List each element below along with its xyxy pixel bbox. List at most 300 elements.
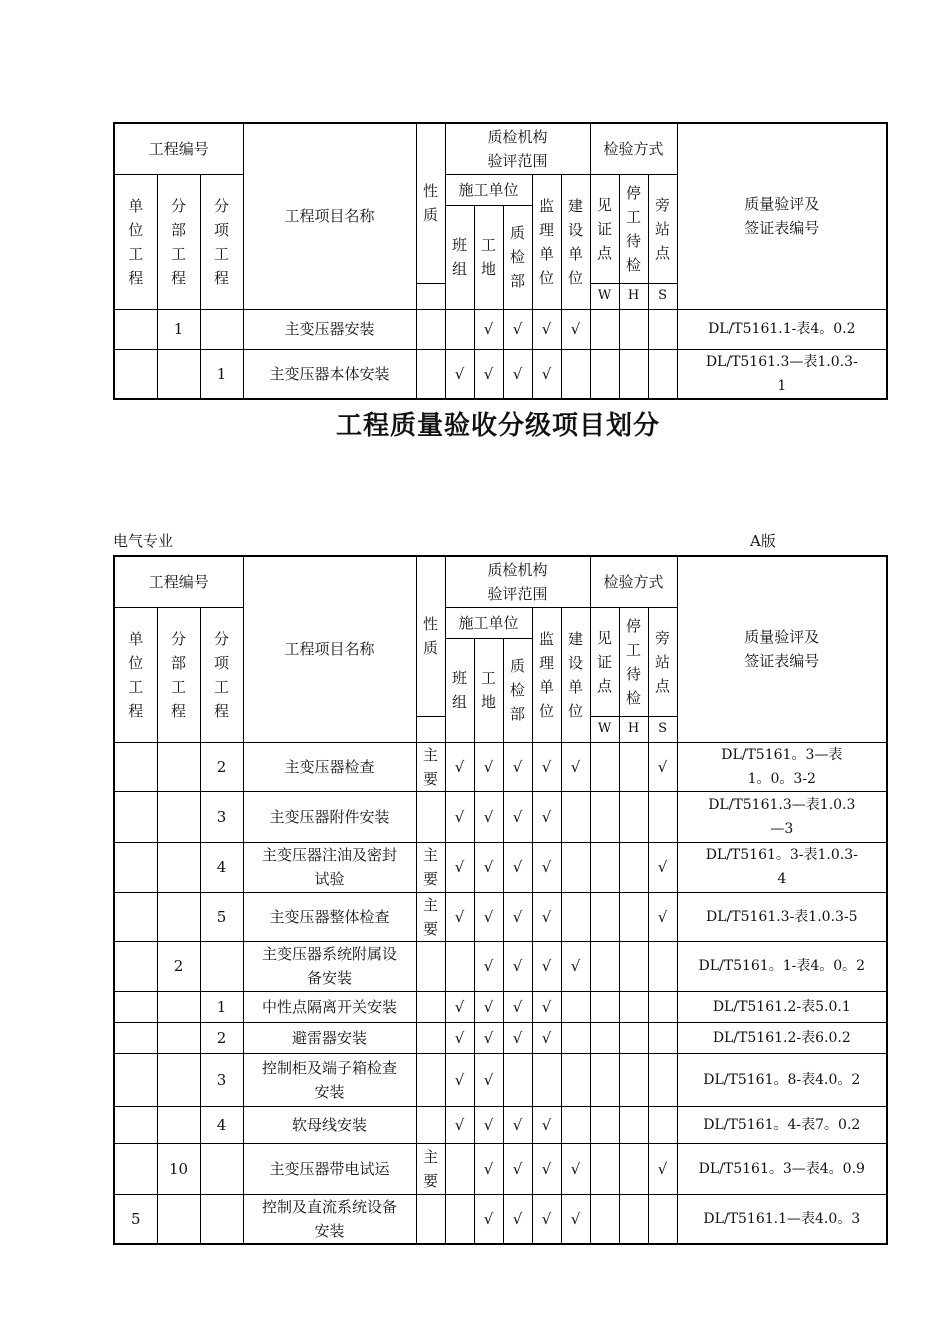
header-char: 建 (568, 196, 584, 215)
site-check: √ (474, 842, 503, 892)
team-check: √ (445, 742, 474, 791)
header-blank (416, 716, 445, 742)
header-char: 监 (539, 629, 555, 648)
header-char: 证 (597, 219, 613, 238)
item-name-cell-line: 主变压器整体检查 (269, 907, 390, 926)
header-char: 工 (481, 669, 497, 687)
table-row (114, 991, 887, 1022)
nature-cell (416, 791, 445, 842)
item-name-cell (243, 991, 416, 1022)
table-row (114, 1194, 887, 1244)
nature-cell-line: 要 (423, 769, 439, 788)
standby-check: √ (648, 1143, 677, 1194)
subdivision-project-cell (157, 742, 200, 791)
page-title: 工程质量验收分级项目划分 (335, 411, 660, 441)
header-char: 工 (481, 236, 497, 254)
nature-cell (416, 349, 445, 399)
table-row (114, 742, 887, 791)
site-check: √ (474, 742, 503, 791)
subdivision-project-cell (157, 842, 200, 892)
owner-check: √ (561, 309, 590, 349)
site-check: √ (474, 349, 503, 399)
header-char: 工 (128, 677, 144, 696)
unit-project-cell (114, 791, 157, 842)
header-supervision-unit (532, 174, 561, 309)
item-name-cell (243, 309, 416, 349)
header-form-code-line1: 质量验评及 (744, 628, 820, 647)
header-witness-point (590, 607, 619, 716)
header-s: S (648, 283, 677, 309)
supervision-check: √ (532, 991, 561, 1022)
nature-cell-line: 主 (423, 895, 439, 914)
witness-check (590, 941, 619, 991)
standby-check (648, 1022, 677, 1053)
header-char: 点 (655, 676, 671, 695)
header-item-project (200, 607, 243, 742)
team-check (445, 1194, 474, 1244)
header-witness-point (590, 174, 619, 283)
supervision-check: √ (532, 349, 561, 399)
item-name-cell-line: 避雷器安装 (292, 1028, 368, 1047)
header-char: 组 (452, 260, 468, 278)
witness-check (590, 349, 619, 399)
header-standby-point (648, 607, 677, 716)
item-name-cell-line: 主变压器附件安装 (269, 807, 390, 826)
item-project-cell (200, 1143, 243, 1194)
header-h: H (619, 283, 648, 309)
qc-dept-check: √ (503, 991, 532, 1022)
unit-project-cell (114, 991, 157, 1022)
form-code-cell (677, 742, 887, 791)
item-name-cell-line: 备安装 (307, 969, 353, 987)
header-form-code (677, 556, 887, 742)
form-code-cell (677, 842, 887, 892)
header-char: 班 (452, 669, 468, 687)
hold-check (619, 349, 648, 399)
quality-division-table-main (113, 555, 888, 1245)
form-code-cell (677, 791, 887, 842)
header-project-code: 工程编号 (114, 123, 243, 174)
nature-cell-line: 要 (423, 919, 439, 938)
header-nature (416, 123, 445, 283)
quality-division-table-top (113, 122, 888, 400)
header-char: 检 (510, 248, 526, 266)
subdivision-project-cell (157, 1194, 200, 1244)
item-project-cell: 2 (200, 1022, 243, 1053)
form-code-cell-line: —3 (770, 820, 794, 837)
unit-project-cell (114, 892, 157, 941)
site-check: √ (474, 1143, 503, 1194)
table-row (114, 349, 887, 399)
header-char: 程 (128, 701, 144, 720)
subdivision-project-cell: 1 (157, 309, 200, 349)
nature-cell (416, 1022, 445, 1053)
hold-check (619, 1053, 648, 1106)
unit-project-cell (114, 349, 157, 399)
header-char: 监 (539, 196, 555, 215)
header-char: 分 (170, 629, 186, 648)
table-row (114, 1106, 887, 1143)
supervision-check: √ (532, 941, 561, 991)
item-project-cell: 3 (200, 791, 243, 842)
site-check: √ (474, 991, 503, 1022)
team-check: √ (445, 349, 474, 399)
discipline-label: 电气专业 (113, 532, 174, 550)
qc-dept-check: √ (503, 842, 532, 892)
header-char: 待 (626, 664, 642, 683)
header-blank (416, 283, 445, 309)
unit-project-cell (114, 1053, 157, 1106)
header-char: 单 (568, 244, 584, 263)
hold-check (619, 1143, 648, 1194)
table-row (114, 1053, 887, 1106)
form-code-cell-line: DL/T5161。3-表1.0.3- (705, 847, 858, 863)
witness-check (590, 1194, 619, 1244)
witness-check (590, 1053, 619, 1106)
qc-dept-check: √ (503, 742, 532, 791)
header-char: 单 (128, 196, 144, 215)
header-char: 单 (539, 677, 555, 696)
item-name-cell-line: 安装 (314, 1221, 345, 1240)
team-check (445, 1143, 474, 1194)
header-char: 部 (170, 220, 186, 239)
item-name-cell (243, 742, 416, 791)
header-char: 旁 (655, 628, 671, 647)
header-char: 位 (128, 220, 144, 239)
header-char: 分 (214, 629, 230, 648)
unit-project-cell (114, 1143, 157, 1194)
header-owner-unit (561, 174, 590, 309)
header-team (445, 205, 474, 309)
item-name-cell-line: 软母线安装 (292, 1115, 368, 1134)
header-char: 位 (539, 268, 555, 287)
header-supervision-unit (532, 607, 561, 742)
hold-check (619, 991, 648, 1022)
standby-check (648, 1106, 677, 1143)
standby-check: √ (648, 742, 677, 791)
header-char: 程 (128, 268, 144, 287)
header-char: 组 (452, 693, 468, 711)
item-project-cell: 1 (200, 349, 243, 399)
owner-check (561, 1022, 590, 1053)
witness-check (590, 991, 619, 1022)
supervision-check (532, 1053, 561, 1106)
form-code-cell-line: DL/T5161.1-表4。0.2 (708, 321, 856, 337)
owner-check (561, 791, 590, 842)
qc-dept-check: √ (503, 892, 532, 941)
header-site (474, 638, 503, 742)
header-char: 单 (128, 629, 144, 648)
owner-check (561, 842, 590, 892)
header-char: 分 (214, 196, 230, 215)
header-construction-unit: 施工单位 (445, 174, 532, 205)
subdivision-project-cell (157, 1106, 200, 1143)
header-subdivision-project (157, 607, 200, 742)
header-char: 工 (626, 207, 642, 226)
site-check: √ (474, 1022, 503, 1053)
subdivision-project-cell (157, 1053, 200, 1106)
unit-project-cell (114, 941, 157, 991)
form-code-cell-line: 1。0。3-2 (747, 770, 816, 787)
form-code-cell-line: DL/T5161.1—表4.0。3 (703, 1210, 861, 1227)
header-char: 点 (597, 243, 613, 262)
header-char: 点 (597, 676, 613, 695)
witness-check (590, 1022, 619, 1053)
table-row (114, 842, 887, 892)
header-char: 待 (626, 231, 642, 250)
qc-dept-check: √ (503, 1194, 532, 1244)
nature-cell (416, 1194, 445, 1244)
form-code-cell-line: DL/T5161。3—表4。0.9 (698, 1160, 865, 1177)
header-char: 分 (170, 196, 186, 215)
team-check (445, 309, 474, 349)
item-project-cell: 4 (200, 1106, 243, 1143)
header-hold-point (619, 174, 648, 283)
header-qc-dept (503, 205, 532, 309)
header-char: 程 (214, 701, 230, 720)
owner-check (561, 349, 590, 399)
team-check: √ (445, 1022, 474, 1053)
item-name-cell (243, 1053, 416, 1106)
nature-cell-line: 要 (423, 870, 439, 888)
header-standby-point (648, 174, 677, 283)
nature-cell (416, 1106, 445, 1143)
hold-check (619, 842, 648, 892)
site-check: √ (474, 1106, 503, 1143)
team-check (445, 941, 474, 991)
form-code-cell (677, 1053, 887, 1106)
form-code-cell-line: DL/T5161.2-表5.0.1 (712, 998, 851, 1015)
header-nature (416, 556, 445, 716)
supervision-check: √ (532, 1143, 561, 1194)
header-char: 项 (214, 653, 230, 672)
qc-dept-check (503, 1053, 532, 1106)
form-code-cell-line: DL/T5161.3-表1.0.3-5 (706, 908, 858, 925)
supervision-check: √ (532, 1106, 561, 1143)
supervision-check: √ (532, 309, 561, 349)
header-hold-point (619, 607, 648, 716)
header-char: 理 (539, 220, 555, 239)
hold-check (619, 1194, 648, 1244)
header-char: 工 (214, 677, 230, 696)
header-char: 地 (481, 260, 497, 278)
form-code-cell (677, 349, 887, 399)
item-name-cell-line: 主变压器注油及密封 (262, 846, 398, 864)
header-item-project (200, 174, 243, 309)
header-char: 设 (568, 220, 584, 239)
form-code-cell (677, 309, 887, 349)
item-project-cell: 4 (200, 842, 243, 892)
qc-dept-check: √ (503, 1106, 532, 1143)
site-check: √ (474, 941, 503, 991)
owner-check (561, 991, 590, 1022)
item-project-cell (200, 1194, 243, 1244)
header-char: 工 (128, 244, 144, 263)
subdivision-project-cell (157, 1022, 200, 1053)
header-char: 站 (655, 652, 671, 671)
form-code-cell-line: 1 (777, 377, 787, 394)
team-check: √ (445, 842, 474, 892)
nature-cell-line: 主 (423, 846, 439, 864)
standby-check (648, 941, 677, 991)
header-char: 程 (170, 268, 186, 287)
standby-check: √ (648, 892, 677, 941)
header-char: 点 (655, 243, 671, 262)
form-code-cell-line: DL/T5161。1-表4。0。2 (698, 958, 866, 974)
qc-dept-check: √ (503, 349, 532, 399)
form-code-cell-line: DL/T5161.2-表6.0.2 (712, 1029, 851, 1046)
item-name-cell (243, 349, 416, 399)
standby-check (648, 791, 677, 842)
header-char: 工 (214, 244, 230, 263)
table-row (114, 892, 887, 941)
supervision-check: √ (532, 892, 561, 941)
owner-check (561, 1106, 590, 1143)
hold-check (619, 1106, 648, 1143)
supervision-check: √ (532, 1194, 561, 1244)
item-name-cell (243, 1106, 416, 1143)
witness-check (590, 1143, 619, 1194)
form-code-cell (677, 1022, 887, 1053)
unit-project-cell (114, 1022, 157, 1053)
unit-project-cell (114, 1106, 157, 1143)
witness-check (590, 309, 619, 349)
header-construction-unit: 施工单位 (445, 607, 532, 638)
header-char: 单 (539, 244, 555, 263)
subdivision-project-cell (157, 349, 200, 399)
header-char: 检 (626, 688, 642, 707)
team-check: √ (445, 991, 474, 1022)
team-check: √ (445, 892, 474, 941)
header-char: 位 (568, 701, 584, 720)
header-qc-org-line2: 验评范围 (487, 151, 548, 170)
subdivision-project-cell: 2 (157, 941, 200, 991)
header-form-code-line2: 签证表编号 (744, 219, 820, 238)
form-code-cell (677, 1106, 887, 1143)
header-char: 停 (626, 183, 642, 202)
hold-check (619, 892, 648, 941)
version-label: A版 (750, 532, 776, 550)
header-char: 性 (423, 182, 439, 201)
header-qc-org (445, 123, 590, 174)
hold-check (619, 791, 648, 842)
owner-check: √ (561, 1143, 590, 1194)
team-check: √ (445, 1053, 474, 1106)
header-char: 见 (597, 195, 613, 214)
site-check: √ (474, 1053, 503, 1106)
nature-cell (416, 991, 445, 1022)
supervision-check: √ (532, 1022, 561, 1053)
table-row (114, 941, 887, 991)
qc-dept-check: √ (503, 941, 532, 991)
item-name-cell (243, 791, 416, 842)
header-char: 工 (170, 677, 186, 696)
header-item-name: 工程项目名称 (243, 556, 416, 742)
header-char: 质 (423, 206, 439, 225)
header-w: W (590, 716, 619, 742)
header-char: 部 (170, 653, 186, 672)
header-char: 部 (510, 705, 526, 723)
nature-cell (416, 742, 445, 791)
nature-cell (416, 1053, 445, 1106)
header-char: 工 (170, 244, 186, 263)
owner-check: √ (561, 941, 590, 991)
item-name-cell-line: 中性点隔离开关安装 (262, 997, 398, 1016)
item-name-cell-line: 控制柜及端子箱检查 (262, 1058, 398, 1077)
header-char: 证 (597, 652, 613, 671)
item-name-cell (243, 941, 416, 991)
header-site (474, 205, 503, 309)
header-char: 建 (568, 629, 584, 648)
header-char: 班 (452, 236, 468, 254)
owner-check: √ (561, 742, 590, 791)
site-check: √ (474, 892, 503, 941)
header-project-code: 工程编号 (114, 556, 243, 607)
item-name-cell-line: 主变压器本体安装 (269, 364, 390, 383)
item-name-cell (243, 892, 416, 941)
item-name-cell-line: 试验 (314, 870, 345, 888)
supervision-check: √ (532, 842, 561, 892)
nature-cell-line: 要 (423, 1171, 439, 1190)
item-name-cell-line: 安装 (314, 1082, 345, 1101)
header-char: 站 (655, 219, 671, 238)
form-code-cell (677, 941, 887, 991)
header-form-code (677, 123, 887, 309)
item-name-cell-line: 主变压器检查 (284, 757, 375, 776)
subdivision-project-cell (157, 892, 200, 941)
unit-project-cell (114, 309, 157, 349)
item-name-cell-line: 主变压器安装 (284, 320, 375, 338)
standby-check (648, 349, 677, 399)
header-qc-org (445, 556, 590, 607)
witness-check (590, 742, 619, 791)
header-unit-project (114, 174, 157, 309)
header-char: 理 (539, 653, 555, 672)
item-project-cell: 2 (200, 742, 243, 791)
header-char: 质 (423, 639, 439, 658)
header-inspection-method: 检验方式 (590, 123, 677, 174)
nature-cell-line: 主 (423, 745, 439, 764)
header-qc-org-line2: 验评范围 (487, 584, 548, 603)
table-row (114, 791, 887, 842)
hold-check (619, 742, 648, 791)
header-char: 旁 (655, 195, 671, 214)
item-project-cell (200, 941, 243, 991)
header-form-code-line1: 质量验评及 (744, 195, 820, 214)
subdivision-project-cell (157, 791, 200, 842)
unit-project-cell: 5 (114, 1194, 157, 1244)
witness-check (590, 1106, 619, 1143)
form-code-cell-line: DL/T5161.3—表1.0.3 (708, 796, 856, 813)
header-char: 见 (597, 628, 613, 647)
header-form-code-line2: 签证表编号 (744, 652, 820, 671)
form-code-cell-line: DL/T5161。4-表7。0.2 (703, 1116, 861, 1133)
header-char: 检 (510, 681, 526, 699)
subdivision-project-cell (157, 991, 200, 1022)
header-s: S (648, 716, 677, 742)
header-char: 质 (510, 657, 526, 675)
header-char: 地 (481, 693, 497, 711)
hold-check (619, 941, 648, 991)
hold-check (619, 309, 648, 349)
qc-dept-check: √ (503, 309, 532, 349)
qc-dept-check: √ (503, 1143, 532, 1194)
header-char: 位 (539, 701, 555, 720)
witness-check (590, 842, 619, 892)
table-row (114, 1022, 887, 1053)
site-check: √ (474, 309, 503, 349)
header-h: H (619, 716, 648, 742)
